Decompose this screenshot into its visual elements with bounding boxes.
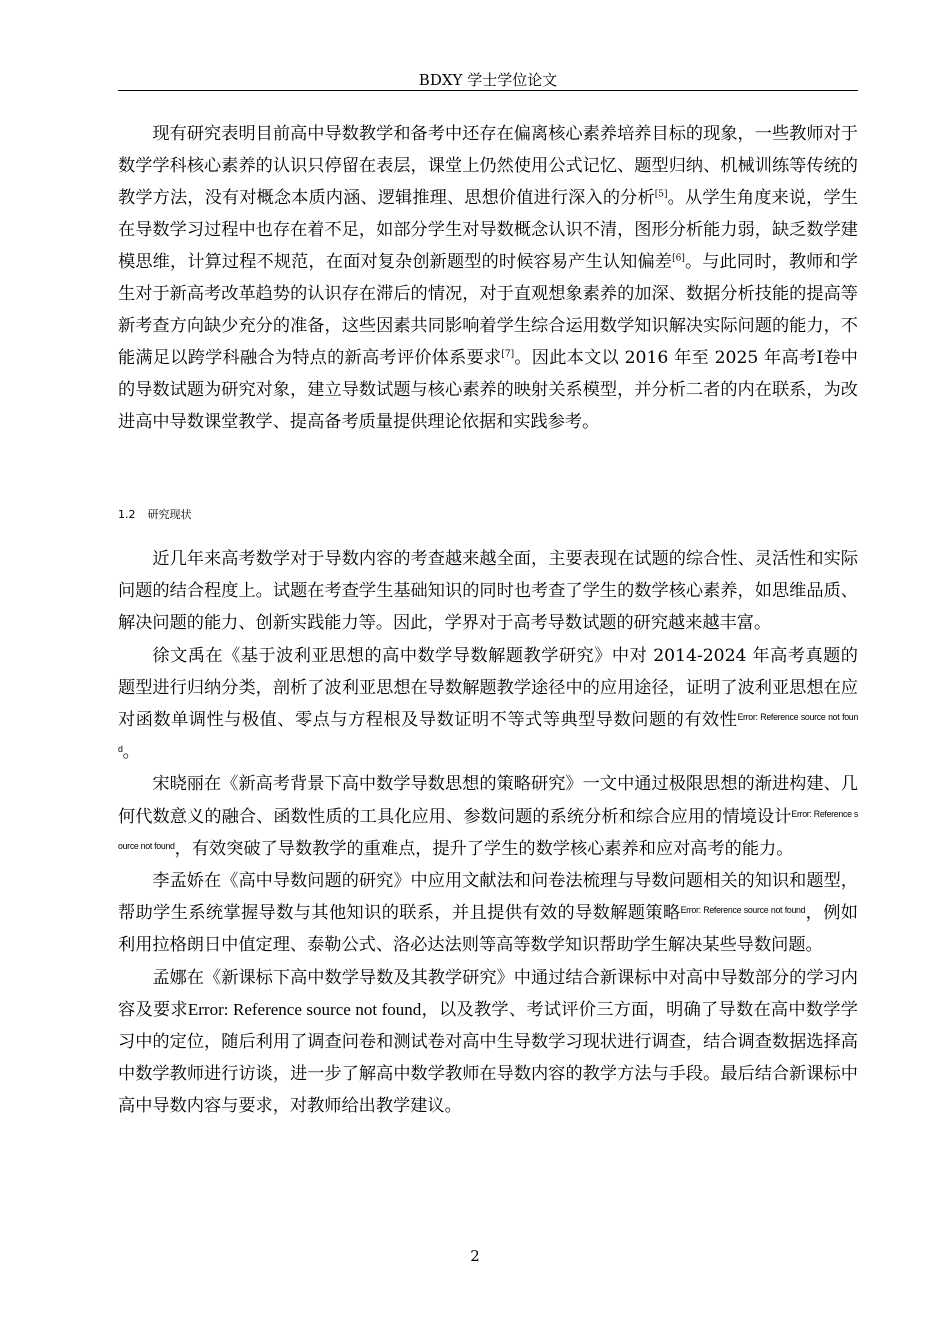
- reference-error: Error: Reference source not found: [118, 808, 858, 851]
- citation-7: [7]: [501, 349, 515, 360]
- section-number: 1.2: [118, 508, 136, 521]
- li-end: ，例如利用拉格朗日中值定理、泰勒公式、洛必达法则等高等数学知识帮助学生解决某些导数问题。: [118, 903, 858, 956]
- research-status-block: [118, 543, 858, 1123]
- reference-error: Error: Reference source not found: [118, 712, 858, 755]
- reference-error: Error: Reference source not found: [187, 999, 422, 1019]
- header-rule: [118, 90, 858, 91]
- intro-paragraph-block: [118, 118, 858, 438]
- paragraph-meng-na: [118, 962, 858, 1123]
- paragraph-song-xiaoli: [118, 768, 858, 865]
- li-text: 李孟娇在《高中导数问题的研究》中应用文献法和问卷法梳理与导数问题相关的知识和题型，帮助学生系统掌握导数与其他知识的联系，并且提供有效的导数解题策略: [118, 871, 858, 924]
- intro-text-2: 。从学生角度来说，学生在导数学习过程中也存在着不足，如部分学生对导数概念认识不清，图形分析能力弱，缺乏数学建模思维，计算过程不规范，在面对复杂创新题型的时候容易产生认知偏差: [118, 188, 858, 272]
- section-heading: [118, 505, 192, 525]
- xu-end: 。: [122, 742, 140, 763]
- song-end: ，有效突破了导数教学的重难点，提升了学生的数学核心素养和应对高考的能力。: [174, 838, 794, 859]
- song-text: 宋晓丽在《新高考背景下高中数学导数思想的策略研究》一文中通过极限思想的渐进构建、几何代数意义的融合、函数性质的工具化应用、参数问题的系统分析和综合应用的情境设计: [118, 774, 858, 827]
- page-number: 2: [470, 1247, 480, 1265]
- section-title: 研究现状: [147, 508, 192, 521]
- citation-5: [5]: [654, 189, 668, 200]
- paragraph-xu-wenyu: [118, 640, 858, 769]
- running-header: BDXY 学士学位论文: [418, 71, 558, 89]
- meng-text: 孟娜在《新课标下高中数学导数及其教学研究》中通过结合新课标中对高中导数部分的学习内容及要求: [118, 967, 858, 1020]
- paragraph-overview: 近几年来高考数学对于导数内容的考查越来越全面，主要表现在试题的综合性、灵活性和实际问题的结合程度上。试题在考查学生基础知识的同时也考查了学生的数学核心素养，如思维品质、解决问题的能力、创新实践能力等。因此，学界对于高考导数试题的研究越来越丰富。: [118, 549, 858, 634]
- paragraph-li-mengjiao: [118, 865, 858, 962]
- intro-text-3: 。与此同时，教师和学生对于新高考改革趋势的认识存在滞后的情况，对于直观想象素养的加深、数据分析技能的提高等新考查方向缺少充分的准备，这些因素共同影响着学生综合运用数学知识解决实际问题的能力，不能满足以跨学科融合为特点的新高考评价体系要求: [118, 252, 858, 368]
- intro-text-1: 现有研究表明目前高中导数教学和备考中还存在偏离核心素养培养目标的现象，一些教师对于数学学科核心素养的认识只停留在表层，课堂上仍然使用公式记忆、题型归纳、机械训练等传统的教学方法，没有对概念本质内涵、逻辑推理、思想价值进行深入的分析: [118, 124, 858, 208]
- reference-error: Error: Reference source not found: [680, 905, 806, 916]
- citation-6: [6]: [672, 253, 685, 264]
- meng-end: ，以及教学、考试评价三方面，明确了导数在高中数学学习中的定位，随后利用了调查问卷和测试卷对高中生导数学习现状进行调查，结合调查数据选择高中数学教师进行访谈，进一步了解高中数学教师在导数内容的教学方法与手段。最后结合新课标中高中导数内容与要求，对教师给出教学建议。: [118, 999, 858, 1117]
- xu-text: 徐文禹在《基于波利亚思想的高中数学导数解题教学研究》中对 2014-2024 年高考真题的题型进行归纳分类，剖析了波利亚思想在导数解题教学途径中的应用途径，证明了波利亚思想在应对函数单调性与极值、零点与方程根及导数证明不等式等典型导数问题的有效性: [118, 645, 858, 731]
- intro-text-4: 。因此本文以 2016 年至 2025 年高考Ⅰ卷中的导数试题为研究对象，建立导数试题与核心素养的映射关系模型，并分析二者的内在联系，为改进高中导数课堂教学、提高备考质量提供理论依据和实践参考。: [118, 348, 858, 432]
- intro-paragraph: [118, 118, 858, 438]
